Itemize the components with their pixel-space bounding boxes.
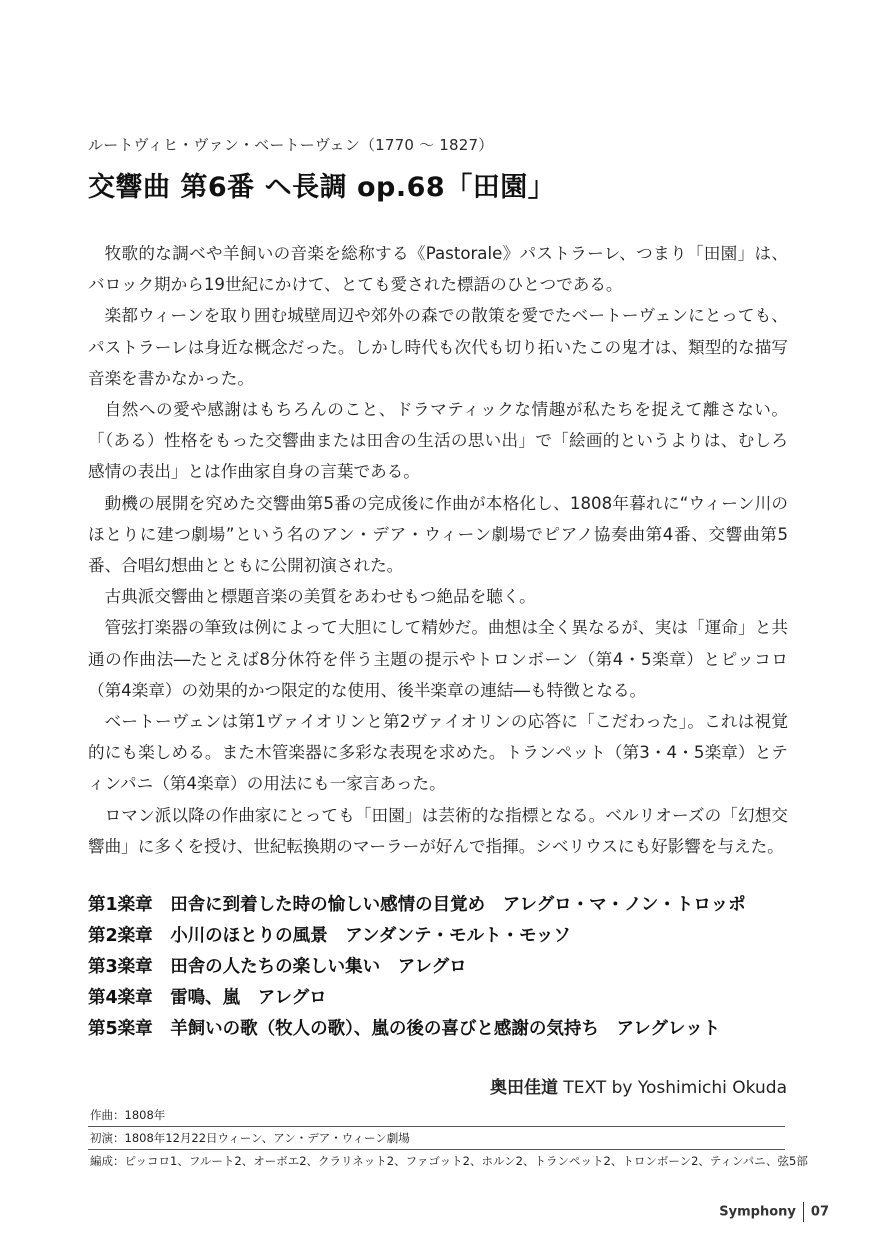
page-number: 07 [810,1204,829,1220]
movement-title: 羊飼いの歌（牧人の歌）、嵐の後の喜びと感謝の気持ち [170,1019,599,1039]
footer-divider [803,1202,804,1222]
movement-number: 第2楽章 [88,926,153,946]
movement-number: 第5楽章 [88,1019,153,1039]
movement-title: 田舎の人たちの楽しい集い [170,957,381,977]
movement-tempo: アレグレット [616,1019,721,1039]
movement-tempo: アレグロ [397,957,467,977]
program-note-body [88,238,788,862]
movement-number: 第3楽章 [88,957,153,977]
instrumentation: 編成：ピッコロ1、フルート2、オーボエ2、クラリネット2、ファゴット2、ホルン2、トランペット2、トロンボーン2、ティンパニ、弦5部 [90,1154,808,1168]
body-paragraph: 動機の展開を究めた交響曲第5番の完成後に作曲が本格化し、1808年暮れに“ウィーン川のほとりに建つ劇場”という名のアン・デア・ウィーン劇場でピアノ協奏曲第4番、交響曲第5番、合唱幻想曲とともに公開初演された。 [88,493,788,576]
movement-tempo: アレグロ [257,988,327,1008]
movement-item [88,1014,788,1045]
work-title: 交響曲 第6番 ヘ長調 op.68「田園」 [88,172,556,203]
author-name: 奥田佳道 [489,1078,558,1098]
movement-title: 雷鳴、嵐 [170,988,241,1008]
movement-tempo: アンダンテ・モルト・モッソ [345,926,571,946]
body-paragraph: 牧歌的な調べや羊飼いの音楽を総称する《Pastorale》パストラーレ、つまり「田園」は、バロック期から19世紀にかけて、とても愛された標語のひとつである。 [88,244,788,295]
movement-number: 第4楽章 [88,988,153,1008]
movement-item [88,952,788,983]
movement-item [88,983,788,1014]
page-footer [719,1202,829,1222]
body-paragraph: 管弦打楽器の筆致は例によって大胆にして精妙だ。曲想は全く異なるが、実は「運命」と共通の作曲法―たとえば8分休符を伴う主題の提示やトロンボーン（第4・5楽章）とピッコロ（第4楽章）の効果的かつ限定的な使用、後半楽章の連結―も特徴となる。 [88,618,788,700]
body-paragraph: ロマン派以降の作曲家にとっても「田園」は芸術的な指標となる。ベルリオーズの「幻想交響曲」に多くを授け、世紀転換期のマーラーが好んで指揮。シベリウスにも好影響を与えた。 [88,805,788,856]
body-paragraph: 古典派交響曲と標題音楽の美質をあわせもつ絶品を聴く。 [104,587,536,607]
author-credit [490,1073,787,1098]
premiere-info: 初演：1808年12月22日ウィーン、アン・デア・ウィーン劇場 [88,1127,785,1150]
body-paragraph: 自然への愛や感謝はもちろんのこと、ドラマティックな情趣が私たちを捉えて離さない。「（ある）性格をもった交響曲または田舎の生活の思い出」で「絵画的というよりは、むしろ感情の表出」とは作曲家自身の言葉である。 [88,400,788,482]
movement-title: 小川のほとりの風景 [170,926,328,946]
movement-number: 第1楽章 [88,895,153,915]
movement-title: 田舎に到着した時の愉しい感情の目覚め [170,895,486,915]
body-paragraph: ベートーヴェンは第1ヴァイオリンと第2ヴァイオリンの応答に「こだわった」。これは視覚的にも楽しめる。また木管楽器に多彩な表現を求めた。トランペット（第3・4・5楽章）とティンパニ（第4楽章）の用法にも一家言あった。 [88,712,788,794]
composition-date: 作曲：1808年 [88,1104,785,1127]
body-paragraph: 楽都ウィーンを取り囲む城壁周辺や郊外の森での散策を愛でたベートーヴェンにとっても、パストラーレは身近な概念だった。しかし時代も次代も切り拓いたこの鬼才は、類型的な描写音楽を書かなかった。 [88,306,788,388]
movement-list [88,890,788,1045]
movement-tempo: アレグロ・マ・ノン・トロッポ [502,895,746,915]
section-label: Symphony [719,1204,796,1220]
movement-item [88,890,788,921]
author-byline: TEXT by Yoshimichi Okuda [563,1078,787,1098]
work-info-table [88,1104,808,1172]
composer-name: ルートヴィヒ・ヴァン・ベートーヴェン（1770 ～ 1827） [88,136,494,154]
movement-item [88,921,788,952]
